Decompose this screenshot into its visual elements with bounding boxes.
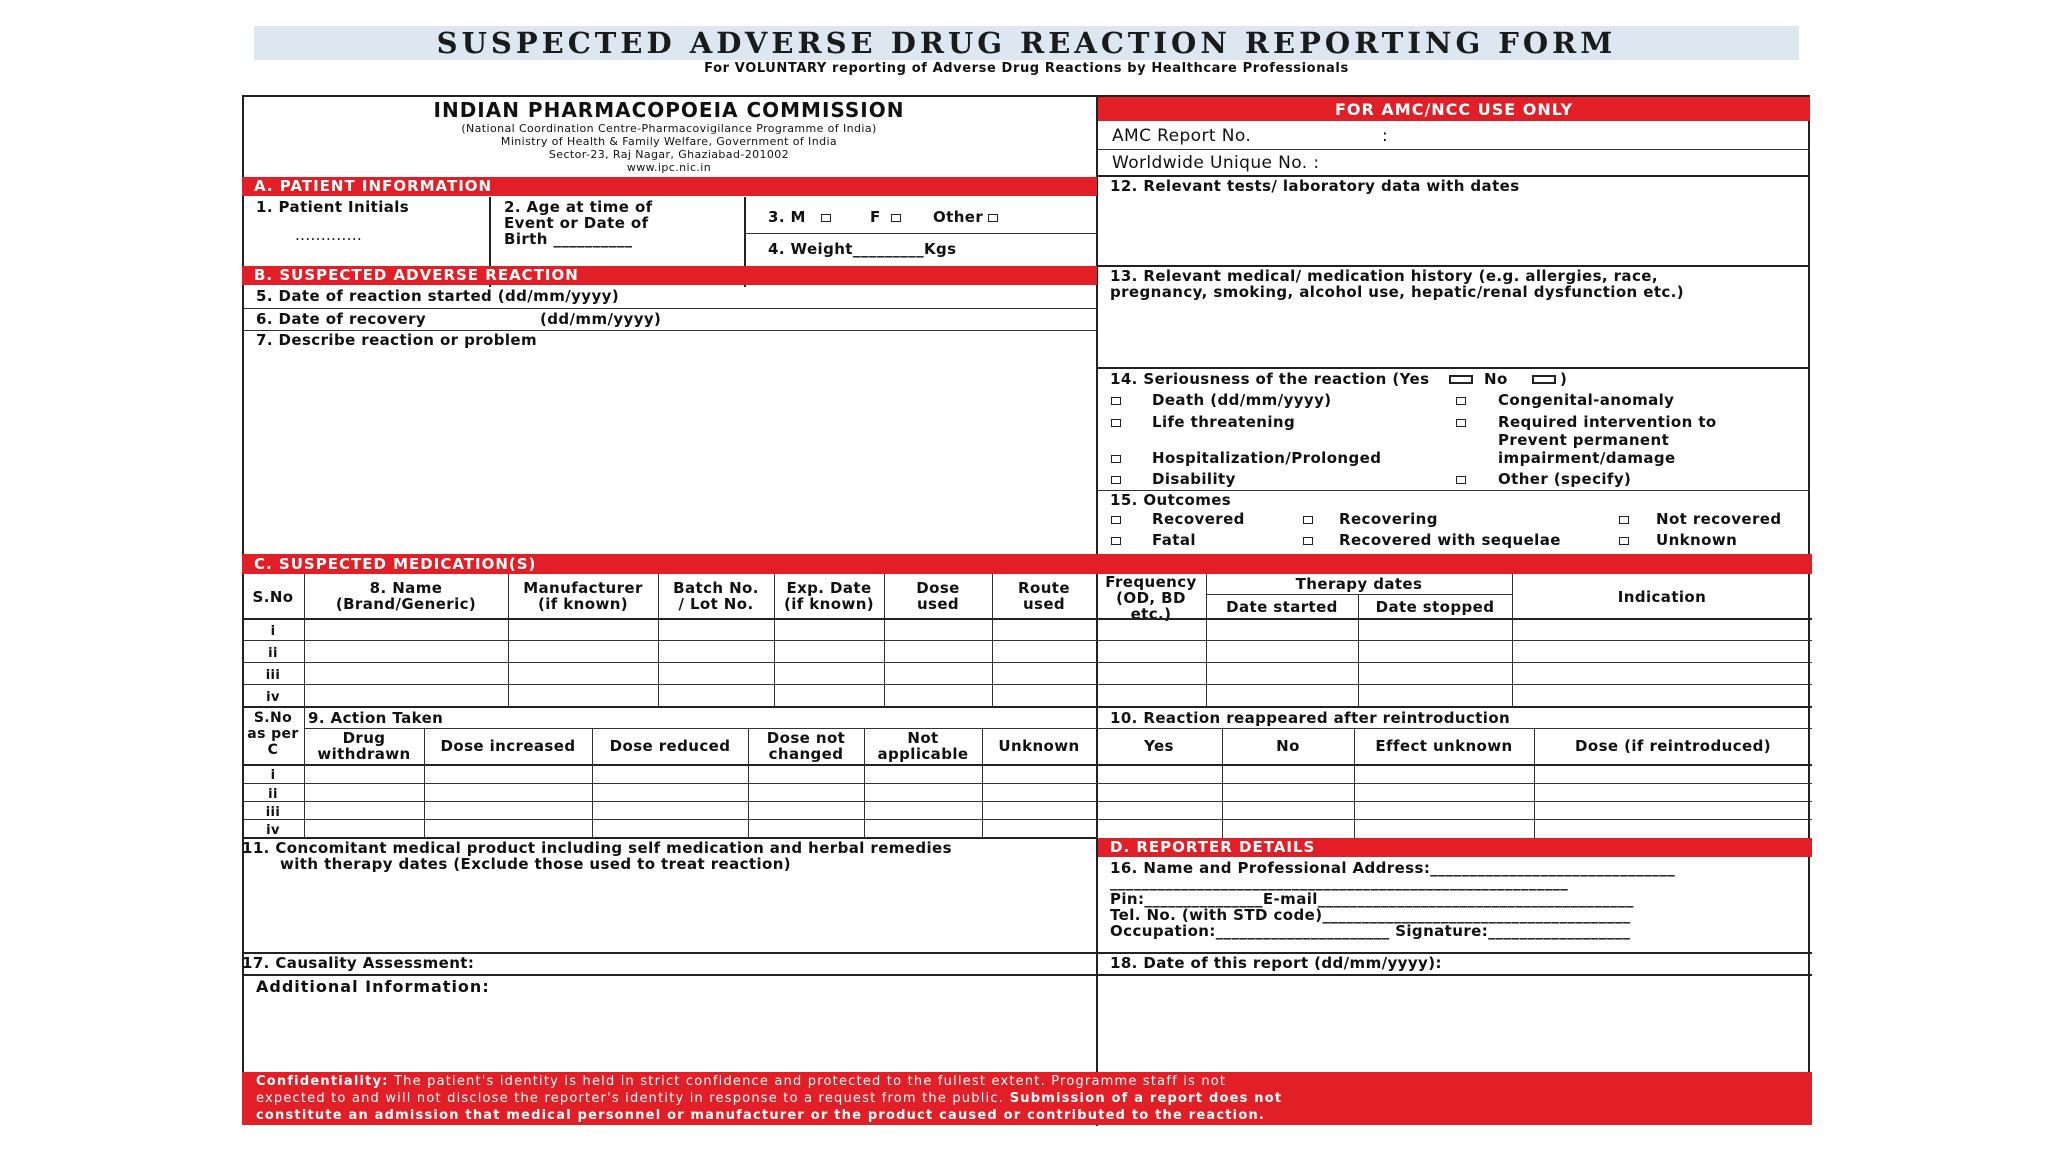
q9-col-notapp-1: Not [907,729,939,747]
additional-info-label[interactable]: Additional Information: [256,977,490,996]
q9-sno-1: S.No [253,710,293,726]
q10-col-line [1222,728,1223,838]
q9-col-drug-1: Drug [342,729,386,747]
org-name: INDIAN PHARMACOPOEIA COMMISSION [433,98,905,122]
q9-col-unknown: Unknown [998,737,1080,755]
q15-label: 15. Outcomes [1110,491,1232,509]
life-threatening-checkbox[interactable] [1111,419,1121,427]
c-col-line [774,574,775,706]
q14-no-label: No [1484,370,1508,388]
reaction-start-date-label[interactable]: 5. Date of reaction started (dd/mm/yyyy) [256,287,620,305]
seriousness-yes-checkbox[interactable] [1449,375,1473,384]
c-line [242,618,1812,620]
c-col-dose-2: used [916,595,960,613]
reporter-occupation-signature[interactable]: Occupation:______________________ Signature:__________________ [1110,922,1631,940]
sex-other-checkbox[interactable] [988,214,998,222]
c-line [242,662,1812,663]
c-col-line [1512,574,1513,706]
sex-female-checkbox[interactable] [891,214,901,222]
c-col-exp-1: Exp. Date [786,579,872,597]
c-row-num: iv [266,690,280,705]
describe-reaction-label[interactable]: 7. Describe reaction or problem [256,331,538,349]
c-col-freq-1: Frequency [1105,573,1197,591]
q10-label: 10. Reaction reappeared after reintroduction [1110,709,1511,727]
q17-bottom [242,974,1812,976]
c-line [242,684,1812,685]
disability-checkbox[interactable] [1111,476,1121,484]
q9-col-increased: Dose increased [440,737,576,755]
required-intervention-label-1: Required intervention to [1498,413,1717,431]
q9-row-num: iii [265,805,281,820]
q9-sno-3: C [267,742,279,758]
required-intervention-label-3: impairment/damage [1498,449,1676,467]
sex-other-label: Other [933,208,984,226]
org-line1: (National Coordination Centre-Pharmacovigilance Programme of India) [461,122,877,135]
reporter-tel[interactable]: Tel. No. (with STD code)_______________________________________ [1110,906,1631,924]
c-col-batch-2: / Lot No. [678,595,754,613]
q9-row-num: ii [268,787,278,802]
q9-col-line [982,728,983,837]
amc-title: FOR AMC/NCC USE ONLY [1334,100,1574,119]
q13-label-2: pregnancy, smoking, alcohol use, hepatic/renal dysfunction etc.) [1110,283,1685,301]
section-d-title: D. REPORTER DETAILS [1110,838,1316,856]
q17-top [242,952,1812,954]
c-col-sno: S.No [252,588,294,606]
c-col-line [304,574,305,706]
c-col-exp-2: (if known) [783,595,875,613]
seriousness-no-checkbox[interactable] [1532,375,1556,384]
q10-col-no: No [1276,737,1300,755]
sex-label: 3. M [768,208,806,226]
death-label: Death (dd/mm/yyyy) [1152,391,1332,409]
q12-label[interactable]: 12. Relevant tests/ laboratory data with dates [1110,177,1520,195]
hospitalization-label: Hospitalization/Prolonged [1152,449,1382,467]
reporter-address-line[interactable]: __________________________________________________________ [1110,873,1569,891]
q9-col-notchanged-1: Dose not [766,729,846,747]
c-col-name-2: (Brand/Generic) [335,595,477,613]
q13-bottom [1098,367,1810,369]
q11-label-2: with therapy dates (Exclude those used to treat reaction) [280,855,792,873]
org-website: www.ipc.nic.in [626,161,712,174]
disability-label: Disability [1152,470,1236,488]
c-col-line [508,574,509,706]
c-col-mfr-2: (if known) [537,595,629,613]
q9-col-line [424,728,425,837]
recovered-checkbox[interactable] [1111,516,1121,524]
c-col-line [1358,594,1359,706]
q9-col-notapp-2: applicable [877,745,969,763]
q9-col-line [864,728,865,837]
weight-field[interactable]: 4. Weight_________Kgs [768,240,957,258]
c-col-date-stopped: Date stopped [1375,598,1495,616]
q9-line [242,764,1812,766]
adr-reporting-form [242,22,1812,1132]
q9-col-drug-2: withdrawn [317,745,411,763]
other-seriousness-checkbox[interactable] [1456,476,1466,484]
c-col-line [658,574,659,706]
confidentiality-lead: Confidentiality: [256,1074,389,1089]
c-col-mfr-1: Manufacturer [523,579,643,597]
patient-initials-label: 1. Patient Initials [256,198,410,216]
q14-close-paren: ) [1560,370,1568,388]
c-line [242,640,1812,641]
congenital-label: Congenital-anomaly [1498,391,1675,409]
q10-col-line [1354,728,1355,838]
section-c-title: C. SUSPECTED MEDICATION(S) [254,555,537,573]
death-checkbox[interactable] [1111,397,1121,405]
c-col-line [992,574,993,706]
q13-label-1[interactable]: 13. Relevant medical/ medication history (e.g. allergies, race, [1110,267,1658,285]
q9-row-num: iv [266,823,280,838]
required-intervention-label-2: Prevent permanent [1498,431,1670,449]
q9-line [304,728,1812,729]
c-col-line [884,574,885,706]
not-recovered-checkbox[interactable] [1619,516,1629,524]
q9-label: 9. Action Taken [308,709,444,727]
age-label-2: Event or Date of [504,214,649,232]
c-row-num: ii [268,646,278,661]
c-col-route-2: used [1022,595,1066,613]
recovering-checkbox[interactable] [1303,516,1313,524]
q9-col-line [1096,706,1098,1126]
recovery-date-format: (dd/mm/yyyy) [540,310,662,328]
c-col-freq-2: (OD, BD [1116,589,1186,607]
age-label-1: 2. Age at time of [504,198,653,216]
unknown-outcome-checkbox[interactable] [1619,537,1629,545]
c-line [242,706,1812,708]
q11-label-1[interactable]: 11. Concomitant medical product including self medication and herbal remedies [242,839,952,857]
reporter-pin-email[interactable]: Pin:_______________E-mail________________________________________ [1110,890,1634,908]
q9-col-reduced: Dose reduced [609,737,731,755]
c-col-dose-1: Dose [916,579,960,597]
q9-line [242,819,1812,820]
c-col-line [1206,574,1207,706]
life-threatening-label: Life threatening [1152,413,1296,431]
amc-report-no-sep: : [1382,126,1389,146]
amc-report-no-label: AMC Report No. [1112,126,1252,146]
q9-line [242,801,1812,802]
q9-col-line [748,728,749,837]
q9-sno-2: as per [247,726,299,742]
amc-line-1 [1098,149,1810,150]
fatal-checkbox[interactable] [1111,537,1121,545]
other-seriousness-label: Other (specify) [1498,470,1632,488]
c-row-num: iii [265,668,281,683]
q9-col-line [304,706,305,837]
form-title: SUSPECTED ADVERSE DRUG REACTION REPORTING FORM [436,26,1617,60]
congenital-checkbox[interactable] [1456,397,1466,405]
recovering-label: Recovering [1339,510,1438,528]
not-recovered-label: Not recovered [1656,510,1782,528]
recovered-sequelae-checkbox[interactable] [1303,537,1313,545]
unknown-outcome-label: Unknown [1656,531,1738,549]
c-col-line [1096,574,1098,706]
sex-male-checkbox[interactable] [821,214,831,222]
c-col-freq-3: etc.) [1130,605,1172,623]
c-row-num: i [270,624,276,639]
reporter-name-address[interactable]: 16. Name and Professional Address:_______________________________ [1110,859,1676,877]
q10-col-dose: Dose (if reintroduced) [1575,737,1771,755]
age-label-3[interactable]: Birth __________ [504,230,633,248]
c-col-batch-1: Batch No. [673,579,759,597]
q9-col-notchanged-2: changed [768,745,844,763]
c-col-indication: Indication [1617,588,1707,606]
confidentiality-line-3: constitute an admission that medical personnel or manufacturer or the product caused or contributed to the reaction. [256,1108,1266,1123]
sex-weight-divider [744,233,1097,234]
recovered-sequelae-label: Recovered with sequelae [1339,531,1561,549]
q10-col-line [1534,728,1535,838]
confidentiality-line-1 [256,1074,1226,1089]
q10-col-effect: Effect unknown [1375,737,1513,755]
recovered-label: Recovered [1152,510,1245,528]
fatal-label: Fatal [1152,531,1196,549]
confidentiality-line-2 [256,1091,1282,1106]
q9-row-num: i [270,768,276,783]
c-col-therapy: Therapy dates [1295,575,1423,593]
b-line-1 [242,308,1097,309]
recovery-date-label[interactable]: 6. Date of recovery [256,310,427,328]
confidentiality-bold-2: Submission of a report does not [1004,1091,1283,1106]
q9-col-line [592,728,593,837]
org-line2: Ministry of Health & Family Welfare, Government of India [500,135,838,148]
q18-report-date-label[interactable]: 18. Date of this report (dd/mm/yyyy): [1110,954,1442,972]
worldwide-unique-no-label: Worldwide Unique No. : [1112,153,1320,173]
sex-f-label: F [870,208,881,226]
confidentiality-text-1: The patient's identity is held in strict confidence and protected to the fullest extent. Programme staff is not [388,1074,1227,1089]
c-col-route-1: Route [1018,579,1070,597]
form-subtitle: For VOLUNTARY reporting of Adverse Drug Reactions by Healthcare Professionals [704,61,1349,76]
q10-col-yes: Yes [1144,737,1174,755]
c-col-date-started: Date started [1226,598,1338,616]
patient-initials-field[interactable]: ............. [295,226,363,244]
q9-line [242,783,1812,784]
column-divider [1096,95,1098,585]
q17-causality-label[interactable]: 17. Causality Assessment: [242,954,475,972]
section-b-title: B. SUSPECTED ADVERSE REACTION [254,266,579,284]
c-col-name-1: 8. Name [369,579,443,597]
required-intervention-checkbox[interactable] [1456,419,1466,427]
org-line3: Sector-23, Raj Nagar, Ghaziabad-201002 [548,148,790,161]
q14-label: 14. Seriousness of the reaction (Yes [1110,370,1430,388]
hospitalization-checkbox[interactable] [1111,455,1121,463]
section-a-title: A. PATIENT INFORMATION [254,177,493,195]
c-line [1206,594,1512,595]
confidentiality-text-2: expected to and will not disclose the reporter's identity in response to a request from the public. [256,1091,1005,1106]
